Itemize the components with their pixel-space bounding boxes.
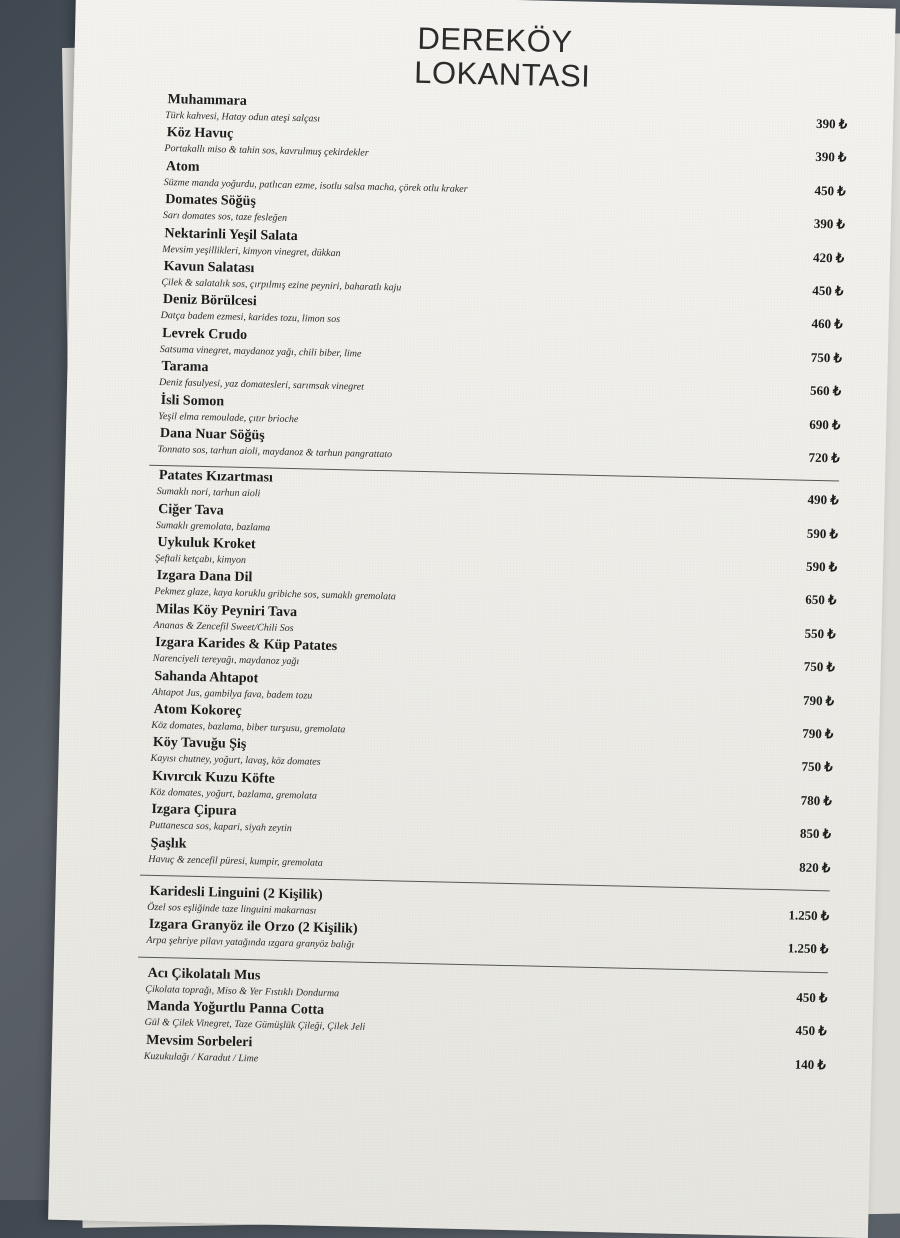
- menu-item-name: Patates Kızartması: [158, 468, 274, 486]
- menu-item-description: Şeftali ketçabı, kimyon: [154, 553, 247, 567]
- menu-item-description: Köz domates, yoğurt, bazlama, gremolata: [149, 786, 318, 802]
- menu-list: [143, 92, 848, 1081]
- menu-item-description: Arpa şehriye pilavı yatağında ızgara granyöz balığı: [146, 935, 355, 951]
- menu-item-name: Kıvırcık Kuzu Köfte: [152, 768, 275, 787]
- menu-item-description: Kayısı chutney, yoğurt, lavaş, köz domates: [150, 753, 321, 769]
- menu-item-description: Deniz fasulyesi, yaz domatesleri, sarımsak vinegret: [158, 377, 365, 393]
- menu-item-name: Deniz Börülcesi: [162, 292, 257, 310]
- menu-item-description: Mevsim yeşillikleri, kimyon vinegret, dükkan: [162, 243, 341, 259]
- menu-item-name: İsli Somon: [160, 392, 225, 409]
- menu-item-name: Şaşlık: [150, 835, 187, 852]
- menu-item-price: 750 ₺: [801, 759, 833, 775]
- menu-item-description: Puttanesca sos, kapari, siyah zeytin: [148, 820, 292, 835]
- menu-item-description: Türk kahvesi, Hatay odun ateşi salçası: [165, 110, 321, 125]
- menu-item-name: Muhammara: [167, 92, 248, 109]
- menu-item-description: Tonnato sos, tarhun aioli, maydanoz & tarhun pangrattato: [157, 443, 393, 461]
- menu-item-price: 750 ₺: [803, 658, 836, 675]
- menu-item-price: 460 ₺: [811, 316, 843, 332]
- menu-item-description: Portakallı miso & tahin sos, kavrulmuş çekirdekler: [164, 143, 369, 160]
- menu-item-name: Köy Tavuğu Şiş: [152, 735, 247, 753]
- menu-item-name: Milas Köy Peyniri Tava: [155, 601, 298, 621]
- menu-item-name: Dana Nuar Söğüş: [159, 425, 265, 444]
- menu-item-name: Manda Yoğurtlu Panna Cotta: [146, 999, 325, 1019]
- menu-item-price: 1.250 ₺: [788, 907, 830, 924]
- menu-item-name: Levrek Crudo: [162, 325, 248, 343]
- sharing-mains-section: [148, 884, 829, 966]
- menu-item-description: Narenciyeli tereyağı, maydanoz yağı: [152, 653, 300, 668]
- menu-item-name: Sahanda Ahtapot: [154, 668, 259, 686]
- menu-item-name: Kavun Salatası: [163, 259, 255, 277]
- menu-item-price: 720 ₺: [808, 449, 840, 466]
- menu-item-name: Atom: [165, 158, 200, 175]
- menu-item-price: 420 ₺: [812, 249, 845, 266]
- menu-item-price: 790 ₺: [802, 725, 834, 742]
- logo-line-2: LOKANTASI: [413, 54, 591, 94]
- menu-item-name: Atom Kokoreç: [153, 701, 242, 719]
- menu-item-name: Köz Havuç: [166, 125, 234, 142]
- menu-item-name: Izgara Dana Dil: [156, 568, 253, 586]
- menu-item-price: 650 ₺: [805, 592, 837, 608]
- menu-page: [48, 0, 896, 1238]
- hot-starters-section: [150, 468, 839, 884]
- menu-item-description: Satsuma vinegret, maydanoz yağı, chili biber, lime: [159, 343, 362, 360]
- menu-item-description: Özel sos eşliğinde taze linguini makarnası: [147, 901, 317, 917]
- menu-item-name: Uykuluk Kroket: [157, 535, 256, 553]
- menu-item-price: 390 ₺: [813, 215, 846, 232]
- logo-line-1: DEREKÖY: [417, 20, 573, 60]
- menu-item-name: Izgara Granyöz ile Orzo (2 Kişilik): [148, 917, 358, 938]
- menu-item-price: 450 ₺: [795, 1022, 827, 1039]
- menu-item-name: Mevsim Sorbeleri: [146, 1032, 253, 1050]
- menu-item-price: 550 ₺: [804, 625, 836, 642]
- menu-item-description: Yeşil elma remoulade, çıtır brioche: [158, 410, 299, 425]
- menu-item-description: Gül & Çilek Vinegret, Taze Gümüşlük Çileği, Çilek Jeli: [144, 1016, 366, 1033]
- menu-item-name: Izgara Çipura: [151, 802, 237, 820]
- menu-item-name: Acı Çikolatalı Mus: [147, 965, 261, 984]
- menu-item-price: 780 ₺: [800, 792, 832, 809]
- menu-item-name: Ciğer Tava: [158, 501, 224, 519]
- menu-item-description: Süzme manda yoğurdu, patlıcan ezme, isotlu salsa macha, çörek otlu kraker: [163, 176, 468, 195]
- menu-item-name: Izgara Karides & Küp Patates: [155, 635, 338, 655]
- menu-item-name: Domates Söğüş: [165, 192, 257, 210]
- menu-item-price: 750 ₺: [810, 349, 843, 366]
- menu-item-price: 560 ₺: [809, 382, 842, 399]
- menu-item-price: 140 ₺: [794, 1056, 826, 1072]
- menu-item-description: Kuzukulağı / Karadut / Lime: [143, 1050, 259, 1064]
- menu-item-description: Datça badem ezmesi, karides tozu, limon sos: [160, 310, 341, 326]
- menu-item-price: 450 ₺: [812, 282, 844, 299]
- menu-item-price: 450 ₺: [814, 182, 846, 199]
- menu-item-price: 590 ₺: [806, 525, 839, 542]
- menu-item-price: 820 ₺: [799, 859, 831, 875]
- menu-item-price: 490 ₺: [807, 492, 839, 508]
- menu-item-price: 590 ₺: [805, 558, 838, 575]
- menu-item-description: Ahtapot Jus, gambilya fava, badem tozu: [151, 686, 313, 702]
- menu-item-description: Sumaklı gremolata, bazlama: [155, 519, 271, 534]
- menu-item-description: Çilek & salatalık sos, çırpılmış ezine peyniri, baharatlı kaju: [161, 276, 402, 294]
- menu-item-description: Ananas & Zencefil Sweet/Chili Sos: [153, 619, 294, 634]
- menu-item-name: Karidesli Linguini (2 Kişilik): [149, 883, 323, 903]
- menu-item-name: Nektarinli Yeşil Salata: [164, 225, 298, 244]
- menu-item-description: Çikolata toprağı, Miso & Yer Fıstıklı Dondurma: [145, 983, 340, 999]
- cold-starters-section: [159, 92, 847, 475]
- menu-item-price: 390 ₺: [815, 149, 847, 165]
- menu-item-description: Sarı domates sos, taze fesleğen: [162, 210, 288, 225]
- menu-item-price: 850 ₺: [799, 825, 832, 842]
- menu-item-price: 390 ₺: [815, 115, 848, 132]
- menu-item-name: Tarama: [161, 359, 209, 376]
- menu-item-price: 450 ₺: [796, 989, 828, 1006]
- menu-item-description: Pekmez glaze, kaya koruklu gribiche sos, sumaklı gremolata: [154, 586, 396, 603]
- menu-item-description: Sumaklı nori, tarhun aioli: [156, 486, 261, 500]
- menu-item-price: 1.250 ₺: [787, 940, 829, 957]
- desserts-section: [143, 965, 828, 1082]
- menu-item-price: 790 ₺: [802, 692, 835, 709]
- menu-item-description: Havuç & zencefil püresi, kumpir, gremolata: [148, 853, 323, 869]
- menu-item-price: 690 ₺: [809, 416, 841, 432]
- menu-item-description: Köz domates, bazlama, biber turşusu, gremolata: [151, 719, 346, 736]
- restaurant-logo: [413, 20, 591, 94]
